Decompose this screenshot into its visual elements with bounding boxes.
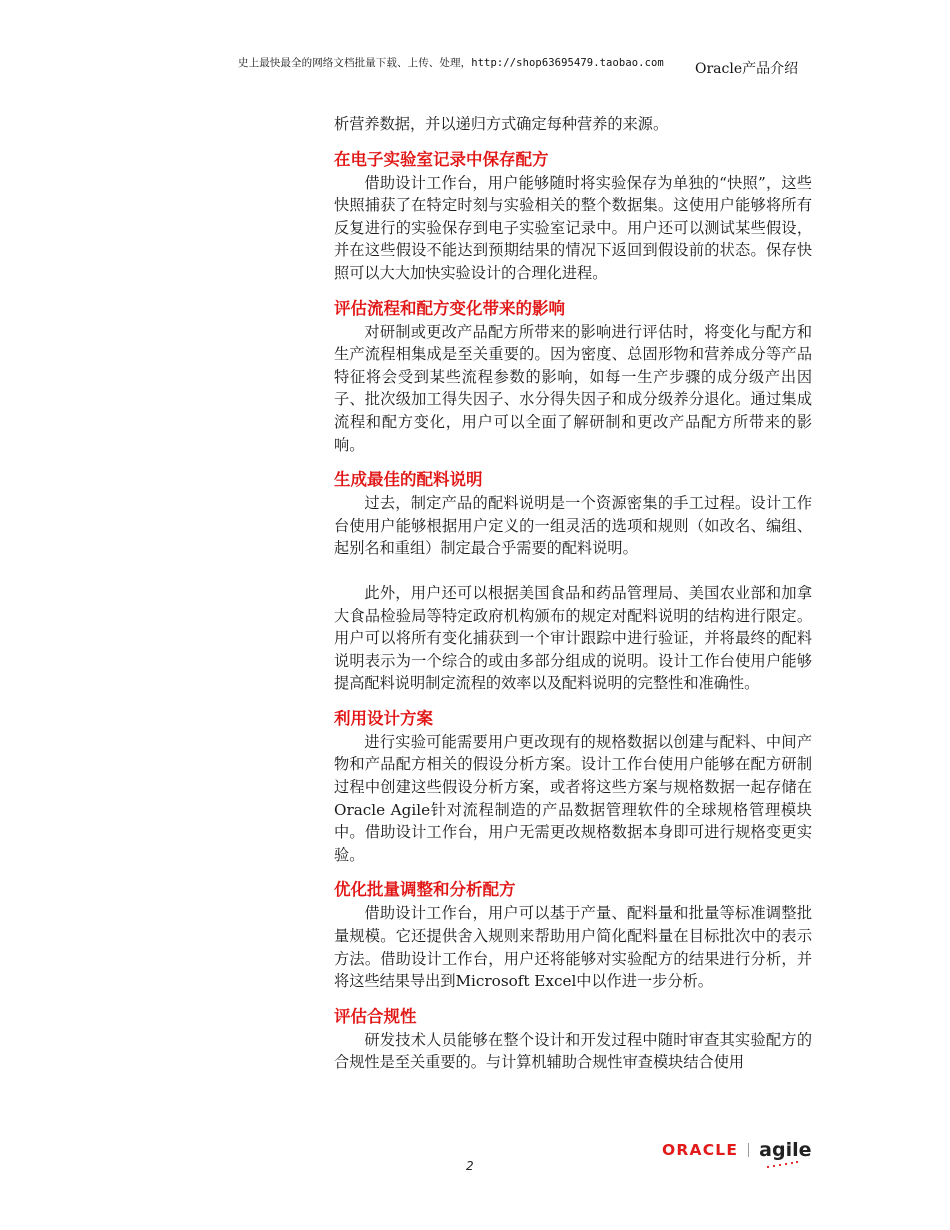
oracle-agile-logo [662,1134,812,1166]
agile-logo-text: agile [759,1139,812,1161]
header-title: Oracle产品介绍 [695,61,799,77]
section-title: 在电子实验室记录中保存配方 [334,149,549,169]
page-number: 2 [466,1159,474,1173]
section-ingredient-statement [334,468,812,695]
section-batch-scaling [334,878,812,992]
section-paragraph: 借助设计工作台，用户能够随时将实验保存为单独的“快照”，这些快照捕获了在特定时刻与实验相关的整个数据集。这使用户能够将所有反复进行的实验保存到电子实验室记录中。用户还可以测试某些假设，并在这些假设不能达到预期结果的情况下返回到假设前的状态。保存快照可以大大加快实验设计的合理化进程。 [334,173,812,282]
section-paragraph: 研发技术人员能够在整个设计和开发过程中随时审查其实验配方的合规性是至关重要的。与计算机辅助合规性审查模块结合使用 [334,1030,812,1072]
agile-logo [759,1139,811,1161]
agile-dots-icon [765,1161,799,1169]
section-title: 利用设计方案 [334,708,433,728]
section-paragraph: 对研制或更改产品配方所带来的影响进行评估时，将变化与配方和生产流程相集成是至关重要的。因为密度、总固形物和营养成分等产品特征将会受到某些流程参数的影响，如每一生产步骤的成分级产出因子、批次级加工得失因子、水分得失因子和成分级养分退化。通过集成流程和配方变化，用户可以全面了解研制和更改产品配方所带来的影响。 [334,322,812,454]
intro-paragraph: 析营养数据，并以递归方式确定每种营养的来源。 [334,115,669,133]
section-title: 生成最佳的配料说明 [334,470,483,490]
section-design-scenarios [334,707,812,867]
section-paragraph: 过去，制定产品的配料说明是一个资源密集的手工过程。设计工作台使用户能够根据用户定义的一组灵活的选项和规则（如改名、编组、起别名和重组）制定最合乎需要的配料说明。 [334,494,812,558]
section-impact-evaluation [334,297,812,457]
section-paragraph: 借助设计工作台，用户可以基于产量、配料量和批量等标准调整批量规模。它还提供舍入规则来帮助用户简化配料量在目标批次中的表示方法。借助设计工作台，用户还将能够对实验配方的结果进行分析，并将这些结果导出到Microsoft Excel中以作进一步分析。 [334,904,812,991]
section-compliance [334,1005,812,1074]
section-paragraph: 进行实验可能需要用户更改现有的规格数据以创建与配料、中间产物和产品配方相关的假设分析方案。设计工作台使用户能够在配方研制过程中创建这些假设分析方案，或者将这些方案与规格数据一起存储在Oracle Agile针对流程制造的产品数据管理软件的全球规格管理模块中。借助设计工作台，用户无需更改规格数据本身即可进行规格变更实验。 [334,732,812,864]
section-title: 优化批量调整和分析配方 [334,880,516,900]
header-source-text: 史上最快最全的网络文档批量下载、上传、处理，http://shop63695479.taobao.com [238,57,664,69]
logo-divider [748,1143,749,1157]
section-paragraph: 此外，用户还可以根据美国食品和药品管理局、美国农业部和加拿大食品检验局等特定政府机构颁布的规定对配料说明的结构进行限定。用户可以将所有变化捕获到一个审计跟踪中进行验证，并将最终的配料说明表示为一个综合的或由多部分组成的说明。设计工作台使用户能够提高配料说明制定流程的效率以及配料说明的完整性和准确性。 [334,583,812,693]
oracle-logo-text: ORACLE [662,1141,739,1159]
document-body [334,113,812,1074]
section-title: 评估流程和配方变化带来的影响 [334,298,565,318]
section-save-formula [334,148,812,285]
section-title: 评估合规性 [334,1006,417,1026]
